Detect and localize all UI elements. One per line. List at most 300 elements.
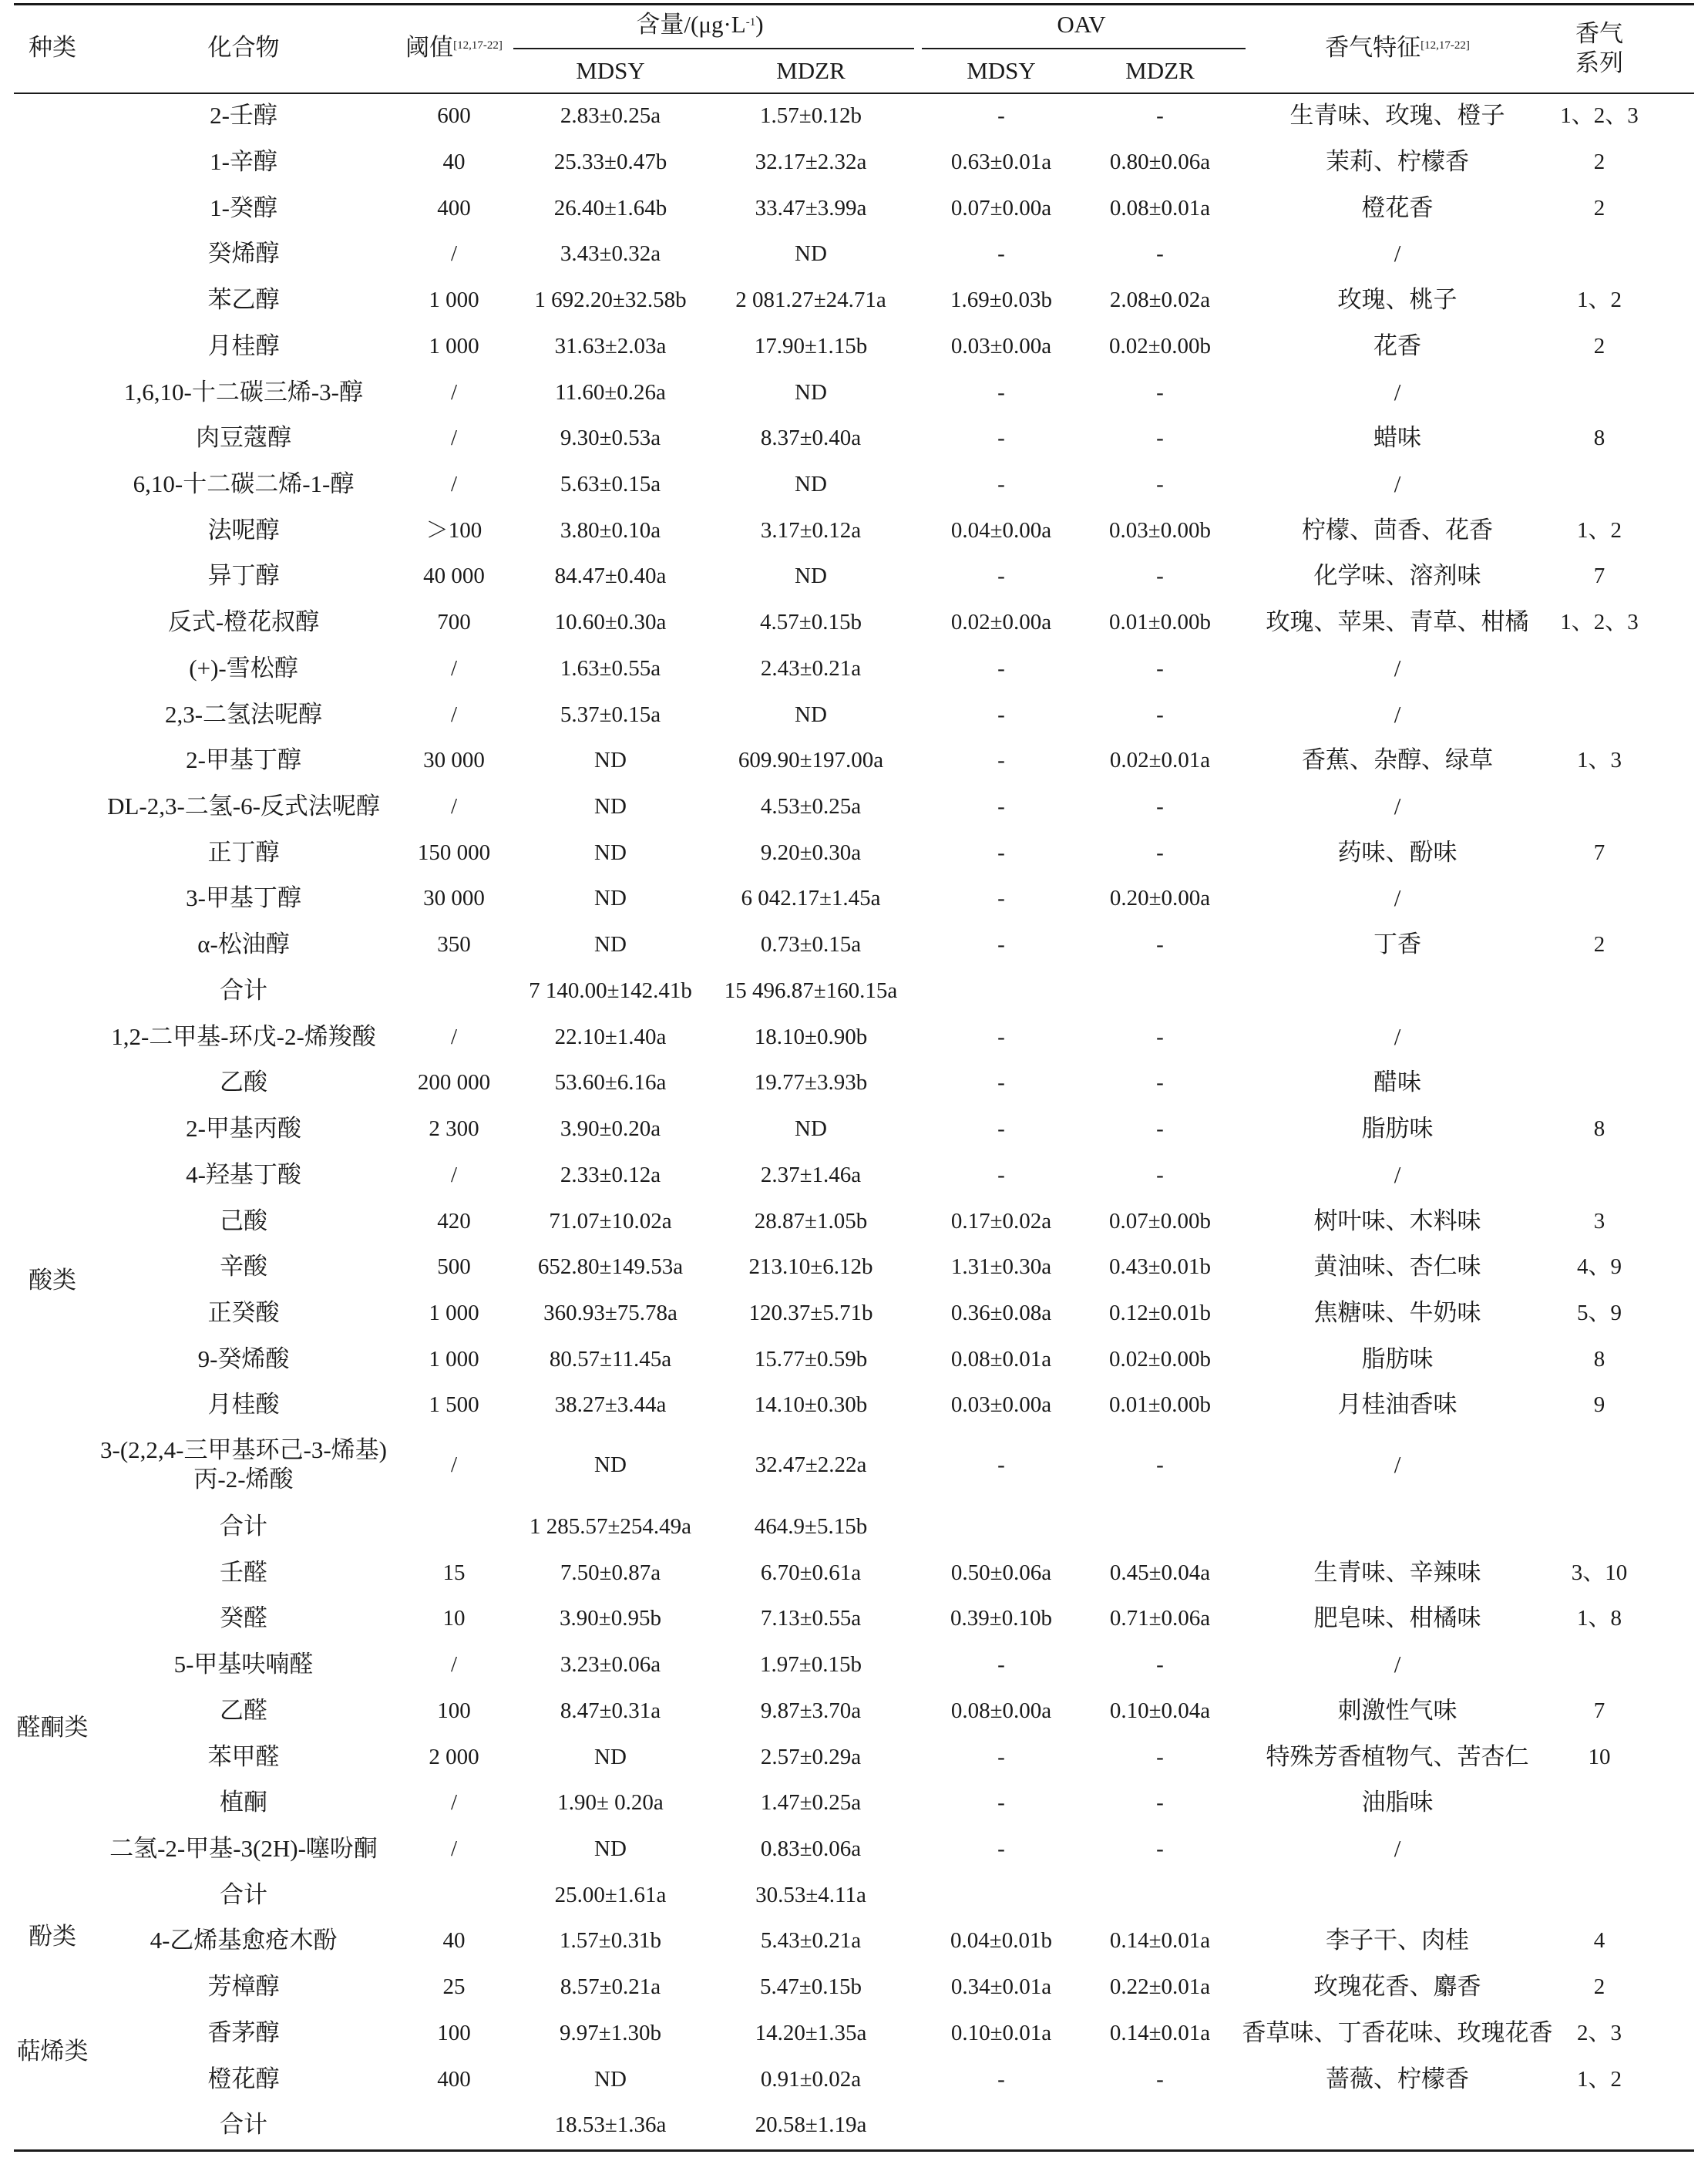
compound-line-1: 3-(2,2,4-三甲基环己-3-烯基) xyxy=(100,1436,387,1463)
compound-cell: 合计 xyxy=(220,977,267,1004)
content-mdzr-cell: 33.47±3.99a xyxy=(755,196,867,220)
compound-cell: 辛酸 xyxy=(220,1253,267,1280)
compound-cell: 合计 xyxy=(220,1881,267,1908)
content-mdsy-cell: 71.07±10.02a xyxy=(549,1209,672,1234)
content-mdzr-cell: 2 081.27±24.71a xyxy=(735,288,886,312)
oav-mdzr-cell: - xyxy=(1156,1452,1164,1477)
compound-line-2: 丙-2-烯酸 xyxy=(193,1466,294,1493)
header-bottom-rule xyxy=(14,93,1694,94)
content-mdsy-cell: 11.60±0.26a xyxy=(555,380,666,405)
content-mdsy-cell: 2.83±0.25a xyxy=(560,103,661,128)
series-cell: 1、2、3 xyxy=(1560,103,1639,128)
oav-mdzr-cell: - xyxy=(1156,932,1164,957)
oav-mdzr-cell: 0.02±0.01a xyxy=(1109,748,1211,773)
compound-cell: 月桂醇 xyxy=(207,332,280,359)
content-mdsy-cell: 1.90± 0.20a xyxy=(557,1790,664,1815)
compound-cell: 合计 xyxy=(220,1513,267,1540)
content-mdsy-cell: ND xyxy=(594,840,627,865)
compound-cell: 乙酸 xyxy=(220,1069,267,1096)
oav-mdsy-cell: - xyxy=(997,1745,1005,1769)
aroma-cell: / xyxy=(1394,1451,1401,1478)
content-mdsy-cell: 25.33±0.47b xyxy=(553,150,667,174)
series-cell: 8 xyxy=(1593,1347,1605,1372)
header-series-line2: 系列 xyxy=(1575,49,1623,76)
oav-mdzr-cell: - xyxy=(1156,426,1164,450)
oav-mdsy-cell: - xyxy=(997,1116,1005,1141)
content-mdsy-cell: ND xyxy=(594,932,627,957)
content-mdzr-cell: 5.47±0.15b xyxy=(760,1974,862,1999)
oav-mdzr-cell: 0.10±0.04a xyxy=(1109,1698,1211,1723)
compound-cell: 合计 xyxy=(220,2111,267,2138)
series-cell: 5、9 xyxy=(1576,1301,1622,1325)
aroma-cell: 玫瑰花香、麝香 xyxy=(1313,1973,1481,2000)
series-cell: 1、2 xyxy=(1576,518,1622,543)
threshold-cell: 1 000 xyxy=(429,1301,479,1325)
oav-mdsy-cell: - xyxy=(997,426,1005,450)
compound-cell: 正癸酸 xyxy=(207,1299,280,1326)
oav-mdzr-cell: - xyxy=(1156,103,1164,128)
threshold-cell: / xyxy=(450,1790,458,1815)
threshold-cell: 2 000 xyxy=(429,1745,479,1769)
content-mdzr-cell: 14.20±1.35a xyxy=(755,2021,867,2045)
aroma-cell: / xyxy=(1394,379,1401,406)
threshold-cell: 25 xyxy=(442,1974,466,1999)
aroma-cell: 玫瑰、桃子 xyxy=(1337,286,1458,313)
threshold-cell: 40 xyxy=(442,150,466,174)
aroma-cell: 橙花香 xyxy=(1361,194,1434,221)
content-mdzr-cell: 9.20±0.30a xyxy=(760,840,862,865)
content-mdsy-cell: 1 692.20±32.58b xyxy=(534,288,687,312)
header-mdsy-oav: MDSY xyxy=(967,57,1036,84)
content-mdsy-cell: 3.80±0.10a xyxy=(560,518,661,543)
content-mdsy-cell: 7.50±0.87a xyxy=(560,1560,661,1585)
content-mdsy-cell: ND xyxy=(594,1836,627,1861)
aroma-cell: / xyxy=(1394,655,1401,682)
oav-mdzr-cell: - xyxy=(1156,1652,1164,1677)
content-mdsy-cell: 360.93±75.78a xyxy=(543,1301,677,1325)
compound-cell: 植酮 xyxy=(220,1789,267,1816)
content-mdzr-cell: 9.87±3.70a xyxy=(760,1698,862,1723)
compound-cell: 苯甲醛 xyxy=(207,1743,280,1770)
content-mdzr-cell: 32.17±2.32a xyxy=(755,150,867,174)
content-mdzr-cell: 1.97±0.15b xyxy=(760,1652,862,1677)
aroma-cell: 肥皂味、柑橘味 xyxy=(1313,1604,1481,1631)
series-cell: 8 xyxy=(1593,426,1605,450)
content-mdzr-cell: 4.57±0.15b xyxy=(760,610,862,634)
oav-mdsy-cell: 0.34±0.01a xyxy=(950,1974,1052,1999)
compound-cell: 4-乙烯基愈疮木酚 xyxy=(150,1927,338,1954)
threshold-cell: / xyxy=(450,472,458,496)
threshold-cell: / xyxy=(450,1652,458,1677)
header-mdzr-content: MDZR xyxy=(776,57,846,84)
series-cell: 7 xyxy=(1593,564,1605,588)
oav-mdzr-cell: 0.20±0.00a xyxy=(1109,886,1211,911)
header-series-line1: 香气 xyxy=(1575,20,1623,47)
oav-mdzr-cell: - xyxy=(1156,2067,1164,2092)
aroma-cell: / xyxy=(1394,240,1401,267)
threshold-cell: 1 000 xyxy=(429,288,479,312)
content-mdsy-cell: 25.00±1.61a xyxy=(554,1883,667,1907)
oav-mdzr-cell: 0.14±0.01a xyxy=(1109,1928,1211,1953)
oav-mdzr-cell: 0.12±0.01b xyxy=(1109,1301,1211,1325)
compound-cell: 1-癸醇 xyxy=(210,194,277,221)
content-mdzr-cell: 6 042.17±1.45a xyxy=(741,886,881,911)
oav-mdzr-cell: - xyxy=(1156,656,1164,681)
compound-cell: 2,3-二氢法呢醇 xyxy=(164,701,323,728)
compound-cell: DL-2,3-二氢-6-反式法呢醇 xyxy=(107,793,380,820)
aroma-cell: 黄油味、杏仁味 xyxy=(1313,1253,1481,1280)
compound-cell: 肉豆蔻醇 xyxy=(196,424,291,451)
content-mdzr-cell: 28.87±1.05b xyxy=(754,1209,868,1234)
header-category: 种类 xyxy=(29,34,76,61)
aroma-cell: 蜡味 xyxy=(1373,424,1421,451)
header-threshold-ref: [12,17-22] xyxy=(453,39,503,52)
threshold-cell: 400 xyxy=(437,196,471,220)
oav-mdsy-cell: - xyxy=(997,840,1005,865)
content-mdsy-cell: 1.63±0.55a xyxy=(560,656,661,681)
content-mdzr-cell: 0.73±0.15a xyxy=(760,932,862,957)
compound-cell: 芳樟醇 xyxy=(207,1973,280,2000)
group-label-aldehydes-ketones: 醛酮类 xyxy=(16,1714,89,1741)
oav-mdzr-cell: 0.14±0.01a xyxy=(1109,2021,1211,2045)
content-mdsy-cell: 10.60±0.30a xyxy=(554,610,667,634)
content-mdsy-cell: 80.57±11.45a xyxy=(549,1347,672,1372)
threshold-cell: / xyxy=(450,794,458,819)
threshold-cell: / xyxy=(450,426,458,450)
oav-mdzr-cell: 0.45±0.04a xyxy=(1109,1560,1211,1585)
compound-cell: 1,6,10-十二碳三烯-3-醇 xyxy=(124,379,363,406)
content-mdzr-cell: 3.17±0.12a xyxy=(760,518,862,543)
compound-cell: 2-甲基丙酸 xyxy=(186,1115,301,1142)
threshold-cell: 150 000 xyxy=(417,840,491,865)
threshold-cell: 600 xyxy=(437,103,471,128)
series-cell: 2 xyxy=(1593,334,1605,358)
content-mdzr-cell: 2.43±0.21a xyxy=(760,656,862,681)
oav-mdsy-cell: 0.36±0.08a xyxy=(950,1301,1052,1325)
oav-mdsy-cell: 0.10±0.01a xyxy=(950,2021,1052,2045)
content-mdsy-cell: 38.27±3.44a xyxy=(554,1392,667,1417)
aroma-cell: 李子干、肉桂 xyxy=(1326,1927,1469,1954)
oav-mdzr-cell: - xyxy=(1156,1745,1164,1769)
oav-mdzr-cell: 0.01±0.00b xyxy=(1109,1392,1211,1417)
compound-cell: 己酸 xyxy=(220,1207,267,1234)
series-cell: 1、2、3 xyxy=(1560,610,1639,634)
series-cell: 2 xyxy=(1593,150,1605,174)
series-cell: 4 xyxy=(1593,1928,1605,1953)
oav-mdzr-cell: 0.22±0.01a xyxy=(1109,1974,1211,1999)
content-mdzr-cell: 2.37±1.46a xyxy=(760,1163,862,1187)
oav-mdsy-cell: 1.69±0.03b xyxy=(950,288,1052,312)
oav-mdsy-cell: - xyxy=(997,1790,1005,1815)
content-mdzr-cell: 32.47±2.22a xyxy=(755,1452,867,1477)
header-compound: 化合物 xyxy=(207,34,280,61)
content-mdsy-cell: 2.33±0.12a xyxy=(560,1163,661,1187)
aroma-cell: 花香 xyxy=(1373,332,1421,359)
threshold-cell: 700 xyxy=(437,610,471,634)
series-cell: 3 xyxy=(1593,1209,1605,1234)
compound-cell: 1,2-二甲基-环戊-2-烯羧酸 xyxy=(111,1023,376,1050)
series-cell: 1、8 xyxy=(1576,1606,1622,1631)
oav-mdsy-cell: - xyxy=(997,380,1005,405)
content-mdzr-cell: 5.43±0.21a xyxy=(760,1928,862,1953)
threshold-cell: 30 000 xyxy=(423,748,485,773)
threshold-cell: 100 xyxy=(437,2021,471,2045)
header-content-close: ) xyxy=(755,11,764,38)
compound-cell: 2-甲基丁醇 xyxy=(186,746,301,773)
content-mdzr-cell: 213.10±6.12b xyxy=(748,1254,873,1279)
threshold-cell: 400 xyxy=(437,2067,471,2092)
content-mdsy-cell: 9.97±1.30b xyxy=(560,2021,661,2045)
series-cell: 2 xyxy=(1593,1974,1605,1999)
content-mdsy-cell: 5.63±0.15a xyxy=(560,472,661,496)
compound-cell: 3-甲基丁醇 xyxy=(186,884,301,911)
header-threshold xyxy=(405,35,503,61)
content-mdsy-cell: ND xyxy=(594,2067,627,2092)
compound-cell: 法呢醇 xyxy=(207,517,280,544)
series-cell: 2 xyxy=(1593,196,1605,220)
compound-cell: 乙醛 xyxy=(220,1697,267,1724)
content-mdsy-cell: 8.47±0.31a xyxy=(560,1698,661,1723)
content-mdzr-cell: 1.47±0.25a xyxy=(760,1790,862,1815)
content-mdzr-cell: 0.83±0.06a xyxy=(760,1836,862,1861)
oav-mdzr-cell: 0.07±0.00b xyxy=(1109,1209,1211,1234)
header-aroma-label: 香气特征 xyxy=(1325,34,1421,61)
header-mdsy-content: MDSY xyxy=(576,57,645,84)
content-mdsy-cell: ND xyxy=(594,886,627,911)
oav-mdsy-cell: - xyxy=(997,1452,1005,1477)
threshold-cell: / xyxy=(450,702,458,727)
oav-mdsy-cell: 0.04±0.01b xyxy=(950,1928,1052,1953)
content-mdzr-cell: 20.58±1.19a xyxy=(755,2112,867,2137)
compound-cell: 5-甲基呋喃醛 xyxy=(173,1651,314,1678)
content-mdsy-cell: 8.57±0.21a xyxy=(560,1974,661,1999)
oav-mdzr-cell: - xyxy=(1156,1836,1164,1861)
aroma-cell: 树叶味、木料味 xyxy=(1313,1207,1481,1234)
threshold-cell: 500 xyxy=(437,1254,471,1279)
oav-mdsy-cell: 0.39±0.10b xyxy=(950,1606,1052,1631)
aroma-cell: 药味、酚味 xyxy=(1337,839,1458,866)
threshold-cell: 350 xyxy=(437,932,471,957)
content-mdsy-cell: ND xyxy=(594,748,627,773)
threshold-cell: 1 000 xyxy=(429,334,479,358)
series-cell: 2 xyxy=(1593,932,1605,957)
aroma-cell: 生青味、玫瑰、橙子 xyxy=(1289,102,1505,129)
oav-mdzr-cell: - xyxy=(1156,840,1164,865)
threshold-cell: / xyxy=(450,1163,458,1187)
aroma-cell: 月桂油香味 xyxy=(1337,1391,1458,1418)
aroma-cell: 化学味、溶剂味 xyxy=(1313,562,1481,589)
oav-mdzr-cell: 0.01±0.00b xyxy=(1109,610,1211,634)
aroma-cell: 焦糖味、牛奶味 xyxy=(1313,1299,1481,1326)
aroma-cell: / xyxy=(1394,701,1401,728)
content-mdsy-cell: 22.10±1.40a xyxy=(554,1025,667,1049)
series-cell: 7 xyxy=(1593,840,1605,865)
threshold-cell: 1 000 xyxy=(429,1347,479,1372)
oav-mdsy-cell: 0.50±0.06a xyxy=(950,1560,1052,1585)
aroma-cell: 生青味、辛辣味 xyxy=(1313,1559,1481,1586)
series-cell: 4、9 xyxy=(1576,1254,1622,1279)
series-cell: 10 xyxy=(1588,1745,1611,1769)
threshold-cell: / xyxy=(450,241,458,266)
oav-mdsy-cell: - xyxy=(997,886,1005,911)
threshold-cell: ＞100 xyxy=(425,518,482,543)
oav-mdsy-cell: 0.03±0.00a xyxy=(950,1392,1052,1417)
content-mdsy-cell: ND xyxy=(594,1745,627,1769)
compound-cell: 异丁醇 xyxy=(207,562,280,589)
content-mdzr-cell: ND xyxy=(795,380,827,405)
oav-mdzr-cell: - xyxy=(1156,472,1164,496)
content-mdsy-cell: 3.90±0.20a xyxy=(560,1116,661,1141)
content-mdsy-cell: 3.90±0.95b xyxy=(560,1606,661,1631)
compound-cell: (+)-雪松醇 xyxy=(189,655,298,682)
content-mdsy-cell: ND xyxy=(594,1452,627,1477)
oav-mdzr-cell: 0.71±0.06a xyxy=(1109,1606,1211,1631)
aroma-cell: 刺激性气味 xyxy=(1337,1697,1458,1724)
content-mdzr-cell: 15.77±0.59b xyxy=(754,1347,868,1372)
oav-mdzr-cell: - xyxy=(1156,241,1164,266)
header-content-label: 含量/(μg·L xyxy=(636,11,746,38)
bottom-rule xyxy=(14,2149,1694,2152)
aroma-cell: 脂肪味 xyxy=(1361,1345,1434,1372)
series-cell: 9 xyxy=(1593,1392,1605,1417)
content-header-underline xyxy=(513,48,914,49)
oav-mdzr-cell: 0.02±0.00b xyxy=(1109,334,1211,358)
aroma-cell: 柠檬、茴香、花香 xyxy=(1302,517,1493,544)
content-mdsy-cell: 652.80±149.53a xyxy=(537,1254,684,1279)
oav-mdsy-cell: - xyxy=(997,103,1005,128)
compound-cell: 正丁醇 xyxy=(207,839,280,866)
threshold-cell: / xyxy=(450,656,458,681)
content-mdsy-cell: 9.30±0.53a xyxy=(560,426,661,450)
series-cell: 7 xyxy=(1593,1698,1605,1723)
header-threshold-label: 阈值 xyxy=(405,34,454,61)
aroma-cell: 茉莉、柠檬香 xyxy=(1326,148,1469,175)
compound-cell: 苯乙醇 xyxy=(207,286,280,313)
aroma-cell: 玫瑰、苹果、青草、柑橘 xyxy=(1266,608,1529,635)
oav-mdsy-cell: - xyxy=(997,472,1005,496)
threshold-cell: 30 000 xyxy=(423,886,485,911)
series-cell: 1、2 xyxy=(1576,288,1622,312)
content-mdzr-cell: ND xyxy=(795,564,827,588)
content-mdzr-cell: ND xyxy=(795,472,827,496)
content-mdsy-cell: 7 140.00±142.41b xyxy=(529,978,692,1003)
header-content xyxy=(636,12,763,38)
oav-mdzr-cell: - xyxy=(1156,564,1164,588)
aroma-cell: / xyxy=(1394,470,1401,497)
oav-mdzr-cell: 0.03±0.00b xyxy=(1109,518,1211,543)
compound-cell: 二氢-2-甲基-3(2H)-噻吩酮 xyxy=(109,1835,378,1862)
content-mdzr-cell: 19.77±3.93b xyxy=(754,1070,868,1095)
oav-header-underline xyxy=(922,48,1246,49)
aroma-cell: 醋味 xyxy=(1373,1069,1421,1096)
oav-mdzr-cell: - xyxy=(1156,1790,1164,1815)
content-mdsy-cell: 31.63±2.03a xyxy=(554,334,667,358)
content-mdsy-cell: 84.47±0.40a xyxy=(554,564,667,588)
content-mdzr-cell: 7.13±0.55a xyxy=(760,1606,862,1631)
content-mdzr-cell: 17.90±1.15b xyxy=(754,334,868,358)
compound-cell: 香茅醇 xyxy=(207,2019,280,2046)
content-mdzr-cell: 609.90±197.00a xyxy=(738,748,884,773)
threshold-cell: 40 000 xyxy=(423,564,485,588)
content-mdzr-cell: 1.57±0.12b xyxy=(760,103,862,128)
compound-cell: 1-辛醇 xyxy=(210,148,277,175)
threshold-cell: / xyxy=(450,1452,458,1477)
content-mdzr-cell: 8.37±0.40a xyxy=(760,426,862,450)
oav-mdsy-cell: - xyxy=(997,241,1005,266)
aroma-cell: 特殊芳香植物气、苦杏仁 xyxy=(1266,1743,1529,1770)
oav-mdsy-cell: - xyxy=(997,932,1005,957)
oav-mdzr-cell: - xyxy=(1156,1025,1164,1049)
content-mdzr-cell: ND xyxy=(795,702,827,727)
content-mdzr-cell: 0.91±0.02a xyxy=(760,2067,862,2092)
compound-cell xyxy=(100,1436,387,1494)
oav-mdsy-cell: 0.08±0.01a xyxy=(950,1347,1052,1372)
oav-mdzr-cell: 0.43±0.01b xyxy=(1109,1254,1211,1279)
header-aroma xyxy=(1325,35,1470,61)
aroma-cell: 丁香 xyxy=(1373,931,1421,958)
oav-mdsy-cell: 0.63±0.01a xyxy=(950,150,1052,174)
threshold-cell: / xyxy=(450,380,458,405)
oav-mdzr-cell: - xyxy=(1156,1116,1164,1141)
oav-mdzr-cell: - xyxy=(1156,1070,1164,1095)
top-rule xyxy=(14,3,1694,5)
oav-mdzr-cell: - xyxy=(1156,794,1164,819)
content-mdzr-cell: 4.53±0.25a xyxy=(760,794,862,819)
content-mdzr-cell: 2.57±0.29a xyxy=(760,1745,862,1769)
content-mdzr-cell: ND xyxy=(795,241,827,266)
oav-mdsy-cell: - xyxy=(997,748,1005,773)
content-mdsy-cell: 1.57±0.31b xyxy=(560,1928,661,1953)
oav-mdsy-cell: - xyxy=(997,564,1005,588)
compound-cell: 癸烯醇 xyxy=(207,240,280,267)
oav-mdzr-cell: 2.08±0.02a xyxy=(1109,288,1211,312)
content-mdzr-cell: 6.70±0.61a xyxy=(760,1560,862,1585)
oav-mdsy-cell: - xyxy=(997,656,1005,681)
threshold-cell: / xyxy=(450,1025,458,1049)
oav-mdzr-cell: 0.02±0.00b xyxy=(1109,1347,1211,1372)
threshold-cell: 40 xyxy=(442,1928,466,1953)
compound-cell: 反式-橙花叔醇 xyxy=(167,608,320,635)
aroma-cell: 油脂味 xyxy=(1361,1789,1434,1816)
compound-cell: 壬醛 xyxy=(220,1559,267,1586)
header-aroma-ref: [12,17-22] xyxy=(1421,39,1470,52)
content-mdsy-cell: 18.53±1.36a xyxy=(554,2112,667,2137)
aroma-cell: 蔷薇、柠檬香 xyxy=(1326,2065,1469,2092)
content-mdzr-cell: ND xyxy=(795,1116,827,1141)
compound-cell: 9-癸烯酸 xyxy=(197,1345,290,1372)
series-cell: 3、10 xyxy=(1571,1560,1628,1585)
compound-cell: 橙花醇 xyxy=(207,2065,280,2092)
oav-mdzr-cell: 0.08±0.01a xyxy=(1109,196,1211,220)
threshold-cell: 100 xyxy=(437,1698,471,1723)
oav-mdzr-cell: - xyxy=(1156,702,1164,727)
content-mdzr-cell: 120.37±5.71b xyxy=(748,1301,873,1325)
series-cell: 1、3 xyxy=(1576,748,1622,773)
aroma-cell: / xyxy=(1394,884,1401,911)
content-mdsy-cell: 53.60±6.16a xyxy=(554,1070,667,1095)
group-label-phenols: 酚类 xyxy=(29,1923,76,1950)
series-cell: 1、2 xyxy=(1576,2067,1622,2092)
threshold-cell: / xyxy=(450,1836,458,1861)
compound-cell: 月桂酸 xyxy=(207,1391,280,1418)
oav-mdzr-cell: - xyxy=(1156,1163,1164,1187)
oav-mdsy-cell: - xyxy=(997,1836,1005,1861)
threshold-cell: 1 500 xyxy=(429,1392,479,1417)
oav-mdsy-cell: - xyxy=(997,1070,1005,1095)
header-oav: OAV xyxy=(1057,11,1106,38)
compound-cell: 4-羟基丁酸 xyxy=(186,1161,301,1188)
aroma-cell: / xyxy=(1394,1161,1401,1188)
